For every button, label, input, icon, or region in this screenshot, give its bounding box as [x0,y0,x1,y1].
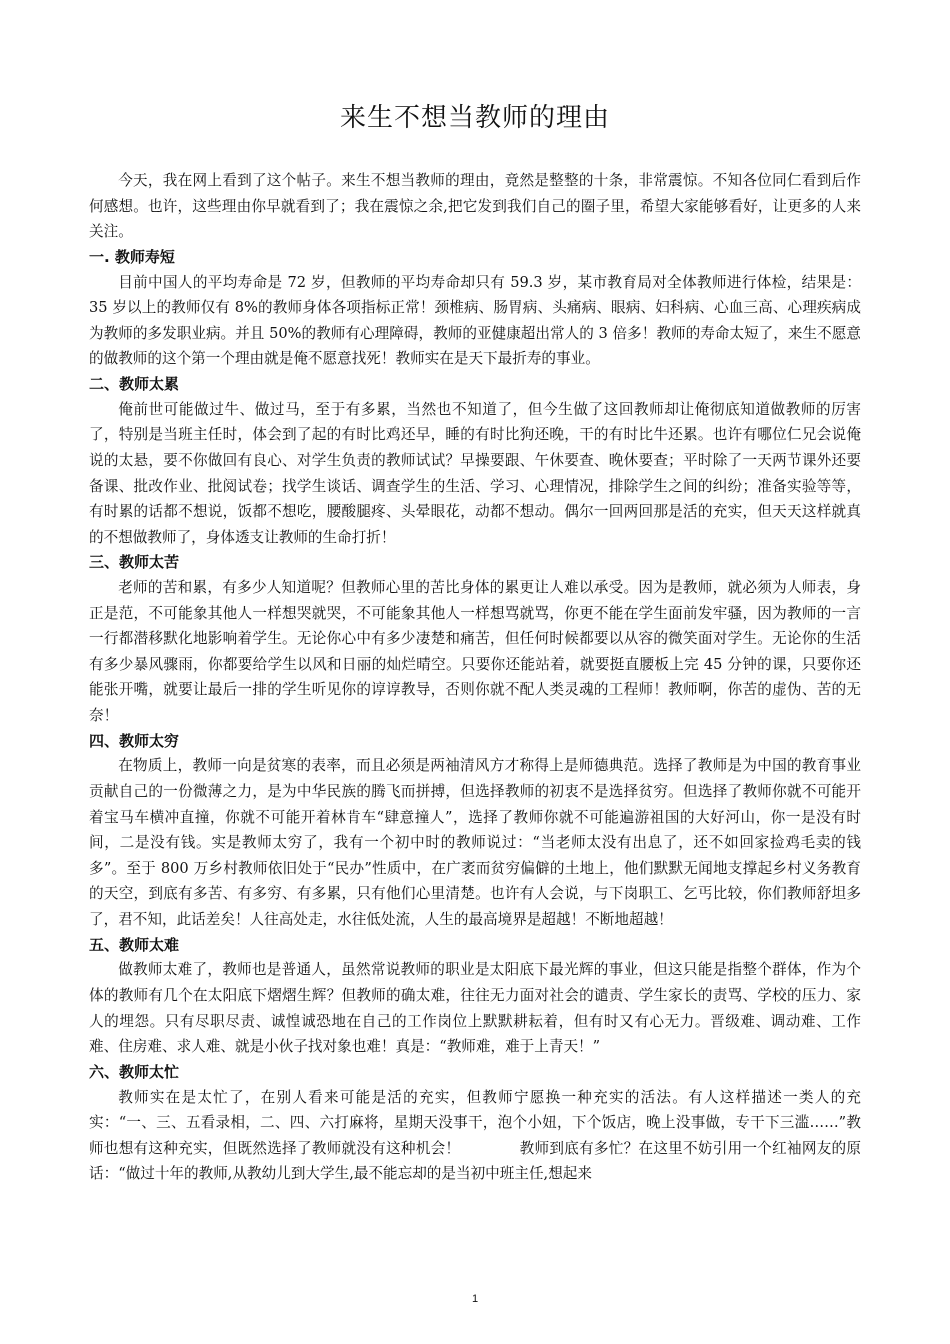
intro-paragraph: 今天，我在网上看到了这个帖子。来生不想当教师的理由，竟然是整整的十条，非常震惊。不知各位同仁看到后作何感想。也许，这些理由你早就看到了；我在震惊之余,把它发到我们自己的圈子里，希望大家能够看好，让更多的人来关注。 [89,172,861,241]
section-heading-6: 六、教师太忙 [89,1062,180,1081]
document-title: 来生不想当教师的理由 [339,103,610,133]
document-body [89,168,861,1187]
section-body-1: 目前中国人的平均寿命是 72 岁，但教师的平均寿命却只有 59.3 岁，某市教育局对全体教师进行体检，结果是：35 岁以上的教师仅有 8%的教师身体各项指标正常！颈椎病、肠胃病、头痛病、眼病、妇科病、心血三高、心理疾病成为教师的多发职业病。并且 50%的教师有心理障碍，教师的亚健康超出常人的 3 倍多！教师的寿命太短了，来生不愿意的做教师的这个第一个理由就是俺不愿意找死！教师实在是天下最折寿的事业。 [89,273,861,368]
section-body-3: 老师的苦和累，有多少人知道呢？但教师心里的苦比身体的累更让人难以承受。因为是教师，就必须为人师表，身正是范，不可能象其他人一样想哭就哭，不可能象其他人一样想骂就骂，你更不能在学生面前发牢骚，因为教师的一言一行都潜移默化地影响着学生。无论你心中有多少凄楚和痛苦，但任何时候都要以从容的微笑面对学生。无论你的生活有多少暴风骤雨，你都要给学生以风和日丽的灿烂晴空。只要你还能站着，就要挺直腰板上完 45 分钟的课，只要你还能张开嘴，就要让最后一排的学生听见你的谆谆教导，否则你就不配人类灵魂的工程师！教师啊，你苦的虚伪、苦的无奈！ [89,579,861,725]
page-number: 1 [471,1293,479,1305]
section-heading-1: 一. 教师寿短 [89,247,175,266]
section-body-2: 俺前世可能做过牛、做过马，至于有多累，当然也不知道了，但今生做了这回教师却让俺彻底知道做教师的厉害了，特别是当班主任时，体会到了起的有时比鸡还早，睡的有时比狗还晚，干的有时比牛还累。也许有哪位仁兄会说俺说的太悬，要不你做回有良心、对学生负责的教师试试？早操要跟、午休要查、晚休要查；平时除了一天两节课外还要备课、批改作业、批阅试卷；找学生谈话、调查学生的生活、学习、心理情况，排除学生之间的纠纷；准备实验等等，有时累的话都不想说，饭都不想吃，腰酸腿疼、头晕眼花，动都不想动。偶尔一回两回那是活的充实，但天天这样就真的不想做教师了，身体透支让教师的生命打折！ [89,400,861,546]
section-body-6: 教师实在是太忙了，在别人看来可能是活的充实，但教师宁愿换一种充实的活法。有人这样描述一类人的充实：“一、三、五看录相，二、四、六打麻将，星期天没事干，泡个小妞，下个饭店，晚上没事做，专干下三滥……”教师也想有这种充实，但既然选择了教师就没有这种机会！ 教师到底有多忙？在这里不妨引用一个红袖网友的原话：“做过十年的教师,从教幼儿到大学生,最不能忘却的是当初中班主任,想起来 [89,1088,861,1183]
section-heading-2: 二、教师太累 [89,374,180,393]
section-heading-5: 五、教师太难 [89,935,180,954]
section-body-4: 在物质上，教师一向是贫寒的表率，而且必须是两袖清风方才称得上是师德典范。选择了教师是为中国的教育事业贡献自己的一份微薄之力，是为中华民族的腾飞而拼搏，但选择教师的初衷不是选择贫穷。但选择了教师你就不可能开着宝马车横冲直撞，你就不可能开着林肯车“肆意撞人”，选择了教师你就不可能遍游祖国的大好河山，你一是没有时间，二是没有钱。实是教师太穷了，我有一个初中时的教师说过：“当老师太没有出息了，还不如回家捡鸡毛卖的钱多”。至于 800 万乡村教师依旧处于“民办”性质中，在广袤而贫穷偏僻的土地上，他们默默无闻地支撑起乡村义务教育的天空，到底有多苦、有多穷、有多累，只有他们心里清楚。也许有人会说，与下岗职工、乞丐比较，你们教师舒坦多了，君不知，此话差矣！人往高处走，水往低处流，人生的最高境界是超越！不断地超越！ [89,757,861,929]
section-heading-4: 四、教师太穷 [89,731,180,750]
section-heading-3: 三、教师太苦 [89,553,180,572]
section-body-5: 做教师太难了，教师也是普通人，虽然常说教师的职业是太阳底下最光辉的事业，但这只能是指整个群体，作为个体的教师有几个在太阳底下熠熠生辉？但教师的确太难，往往无力面对社会的谴责、学生家长的责骂、学校的压力、家人的埋怨。只有尽职尽责、诚惶诚恐地在自己的工作岗位上默默耕耘着，但有时又有心无力。晋级难、调动难、工作难、住房难、求人难、就是小伙子找对象也难！真是：“教师难，难于上青天！” [89,961,861,1056]
